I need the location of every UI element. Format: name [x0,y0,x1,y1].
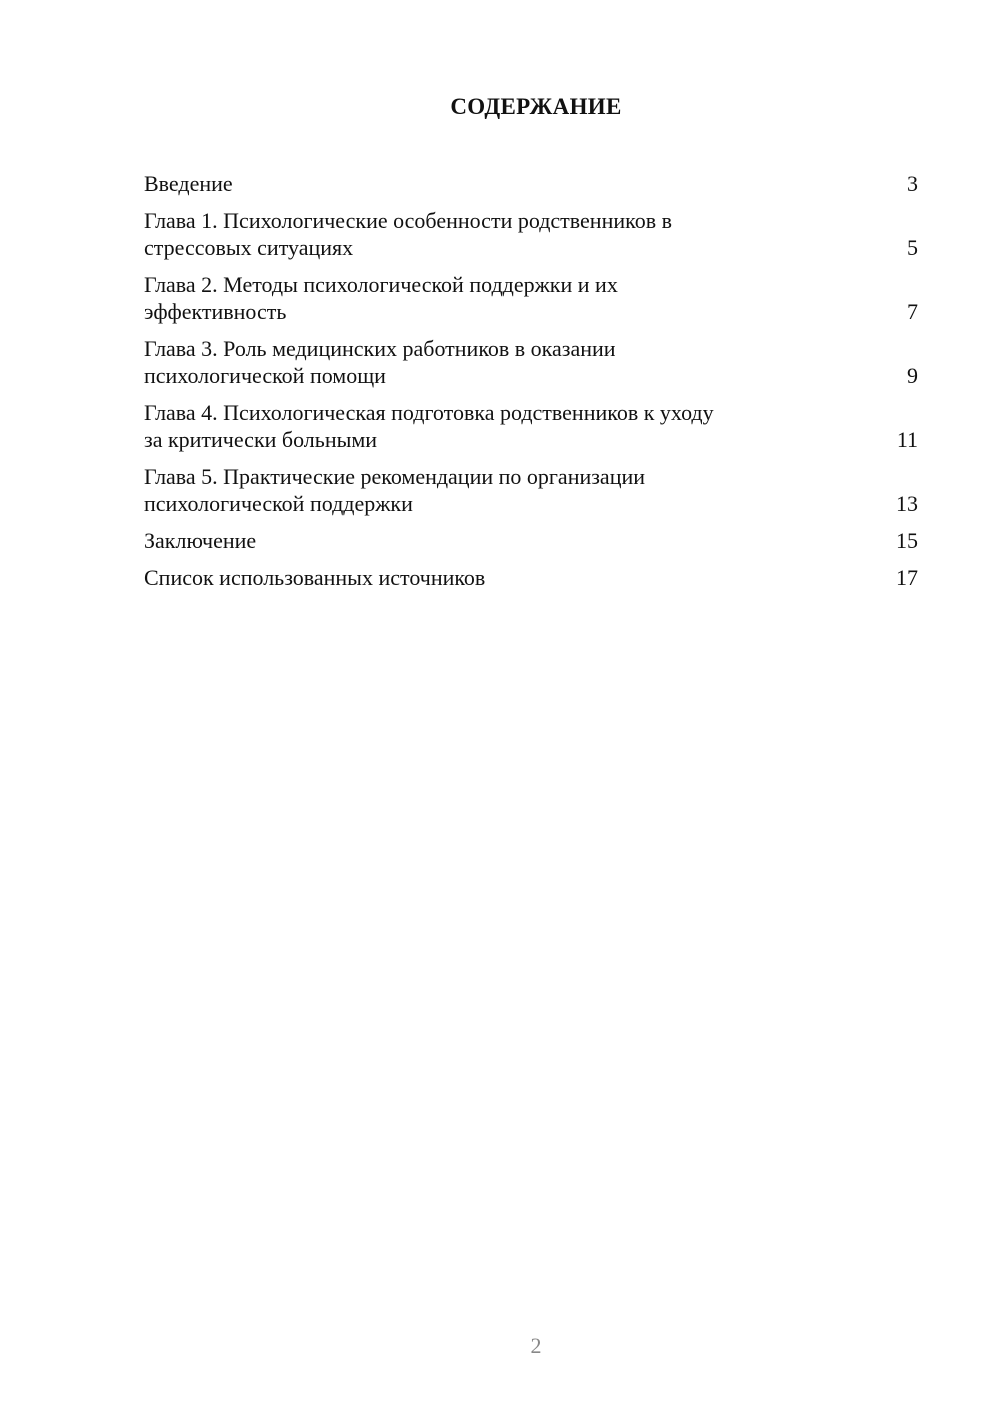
toc-entry-introduction [144,170,918,197]
toc-entry-page: 7 [907,299,918,324]
toc-entry-page: 3 [907,171,918,196]
toc-entry-title: Глава 4. Психологическая подготовка родственников к уходу за критически больными [144,400,714,452]
toc-entry-chapter-3 [144,335,918,389]
toc-entry-page: 5 [907,235,918,260]
toc-entry-page: 17 [896,565,918,590]
toc-entry-references [144,564,918,591]
toc-entry-conclusion [144,527,918,554]
toc-entry-title: Список использованных источников [144,565,486,590]
toc-entry-chapter-5 [144,463,918,517]
toc-entry-title: Глава 2. Методы психологической поддержки и их эффективность [144,272,618,324]
toc-entry-title: Глава 1. Психологические особенности родственников в стрессовых ситуациях [144,208,672,260]
toc-entry-chapter-1 [144,207,918,261]
toc-entry-page: 15 [896,528,918,553]
toc-entry-page: 13 [896,491,918,516]
toc-entry-page: 9 [907,363,918,388]
toc-entry-chapter-4 [144,399,918,453]
toc-entry-title: Заключение [144,528,257,553]
toc-entry-page: 11 [896,427,918,452]
table-of-contents [144,170,918,601]
toc-heading: СОДЕРЖАНИЕ [450,94,622,119]
toc-entry-title: Введение [144,171,233,196]
toc-entry-title: Глава 3. Роль медицинских работников в оказании психологической помощи [144,336,616,388]
toc-entry-title: Глава 5. Практические рекомендации по организации психологической поддержки [144,464,646,516]
toc-entry-chapter-2 [144,271,918,325]
page-number: 2 [530,1333,542,1358]
